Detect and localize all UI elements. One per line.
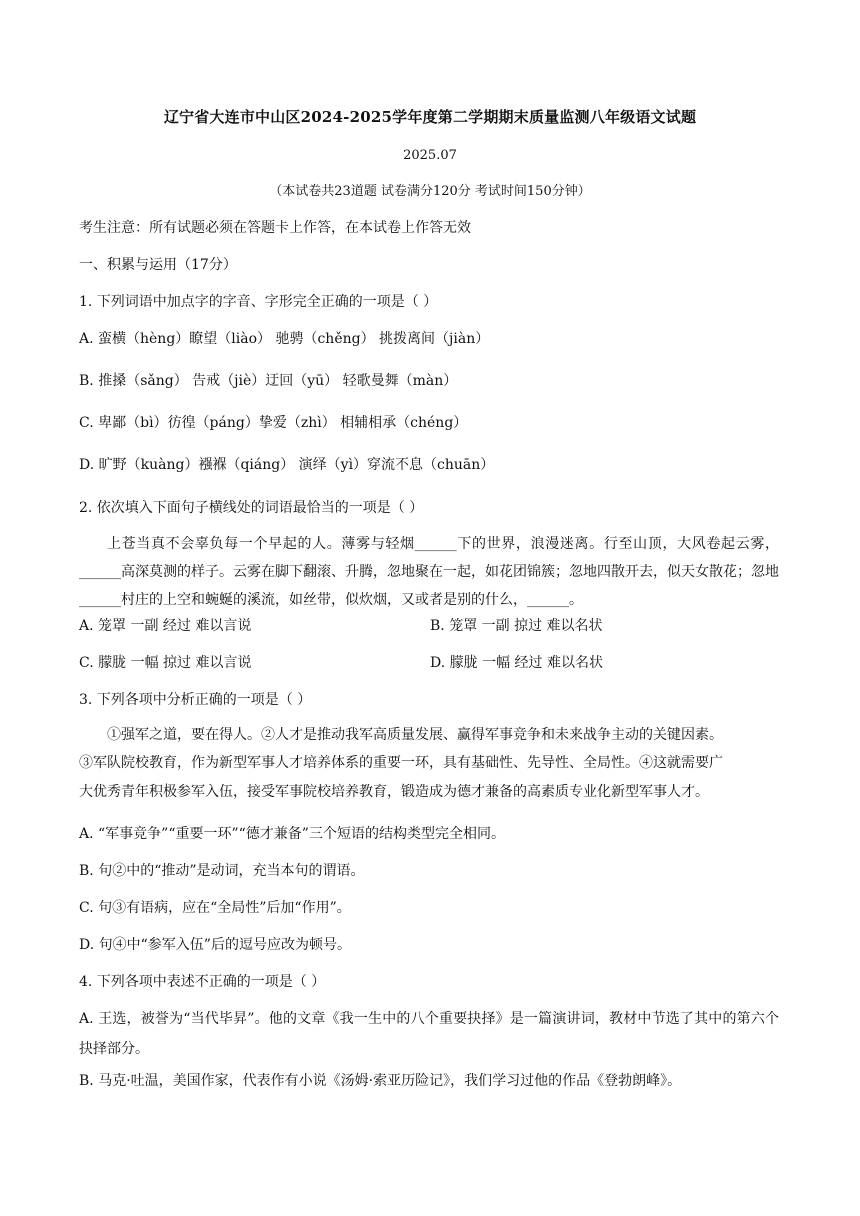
question-1-option-c: C. 卑鄙（bì）彷徨（páng）挚爱（zhì） 相辅相承（chéng） [79,415,468,431]
question-3-option-d: D. 句④中“参军入伍”后的逗号应改为顿号。 [79,937,351,953]
question-3-option-b: B. 句②中的“推动”是动词，充当本句的谓语。 [79,863,365,879]
question-3-stem: 3. 下列各项中分析正确的一项是（ ） [79,692,312,708]
question-2-options-row-1 [79,615,779,635]
question-4-stem: 4. 下列各项中表述不正确的一项是（ ） [79,974,326,990]
question-1-option-b: B. 推搡（sǎng） 告戒（jiè）迂回（yū） 轻歌曼舞（màn） [79,373,458,389]
section-heading: 一、积累与运用（17分） [79,257,237,273]
question-2-passage: 上苍当真不会辜负每一个早起的人。薄雾与轻烟______下的世界，浪漫迷离。行至山顶，大风卷起云雾，______高深莫测的样子。云雾在脚下翻滚、升腾，忽地聚在一起，如花团锦簇；忽地四散开去，似天女散花；忽地______村庄的上空和蜿蜒的溪流，如丝带，似炊烟，又或者是别的什么，______。 [79,536,779,608]
question-4-option-b: B. 马克·吐温，美国作家，代表作有小说《汤姆·索亚历险记》，我们学习过他的作品《登勃朗峰》。 [79,1073,682,1089]
question-1-option-a: A. 蛮横（hèng）瞭望（liào） 驰骋（chěng） 挑拨离间（jiàn） [79,331,490,347]
question-2-option-a: A. 笼罩 一副 经过 难以言说 [79,618,252,634]
question-2-stem: 2. 依次填入下面句子横线处的词语最恰当的一项是（ ） [79,500,424,516]
question-3-option-c: C. 句③有语病，应在“全局性”后加“作用”。 [79,900,351,916]
question-3-passage-line-1: ①强军之道，要在得人。②人才是推动我军高质量发展、赢得军事竞争和未来战争主动的关键因素。 [107,727,723,743]
question-4-option-a: A. 王选，被誉为“当代毕昇”。他的文章《我一生中的八个重要抉择》是一篇演讲词，教材中节选了其中的第六个抉择部分。 [79,1011,779,1057]
question-3-option-a: A. “军事竞争”“重要一环”“德才兼备”三个短语的结构类型完全相同。 [79,826,505,842]
exam-info: （本试卷共23道题 试卷满分120分 考试时间150分钟） [269,184,591,199]
question-2-options-row-2 [79,652,779,672]
exam-date: 2025.07 [403,148,457,163]
question-3-passage-line-2: ③军队院校教育，作为新型军事人才培养体系的重要一环，具有基础性、先导性、全局性。④这就需要广 [79,755,723,771]
question-3-passage-line-3: 大优秀青年积极参军入伍，接受军事院校培养教育，锻造成为德才兼备的高素质专业化新型军事人才。 [79,784,709,800]
question-1-stem: 1. 下列词语中加点字的字音、字形完全正确的一项是（ ） [79,294,438,310]
question-2-option-c: C. 朦胧 一幅 掠过 难以言说 [79,655,252,671]
question-1-option-d: D. 旷野（kuàng）襁褓（qiáng） 演绎（yì）穿流不息（chuān） [79,457,495,473]
question-2-option-d: D. 朦胧 一幅 经过 难以名状 [430,655,603,671]
question-2-option-b: B. 笼罩 一副 掠过 难以名状 [430,618,603,634]
exam-title: 辽宁省大连市中山区2024-2025学年度第二学期期末质量监测八年级语文试题 [163,108,697,126]
notice: 考生注意：所有试题必须在答题卡上作答，在本试卷上作答无效 [79,220,471,236]
